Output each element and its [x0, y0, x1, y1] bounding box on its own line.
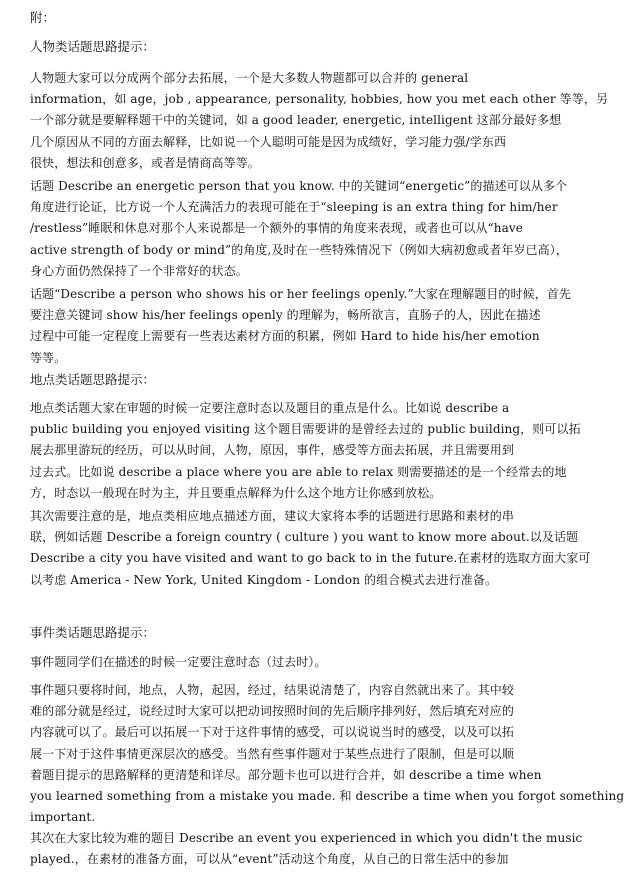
text-line: 难的部分就是经过，说经过时大家可以把动词按照时间的先后顺序排列好，然后填充对应的: [30, 704, 515, 719]
text-line: 等等。: [30, 350, 67, 365]
text-line: 展去那里游玩的经历，可以从时间，人物，原因，事件，感受等方面去拓展，并且需要用到: [30, 443, 515, 458]
section-heading-people: 人物类话题思路提示：: [30, 39, 156, 54]
text-line: Describe a city you have visited and want to go back to in the future.在素材的选取方面大家可: [30, 551, 591, 566]
paragraph-people-2: [30, 176, 568, 282]
paragraph-people-3: [30, 284, 572, 369]
paragraph-places-2: [30, 506, 591, 591]
text-line: 其次在大家比较为难的题目 Describe an event you experienced in which you didn't the music: [30, 831, 583, 845]
text-line: 其次需要注意的是，地点类相应地点描述方面，建议大家将本季的话题进行思路和素材的串: [30, 509, 515, 523]
text-line: 事件题只要将时间，地点，人物，起因，经过，结果说清楚了，内容自然就出来了。其中较: [30, 683, 515, 697]
text-line: 过程中可能一定程度上需要有一些表达素材方面的积累，例如 Hard to hide his/her emotion: [30, 329, 540, 344]
text-line: 方，时态以一般现在时为主，并且要重点解释为什么这个地方让你感到放松。: [30, 485, 442, 500]
text-line: played.，在素材的准备方面，可以从“event”活动这个角度，从自己的日常生活中的参加: [30, 852, 509, 867]
appendix-header: 附：: [30, 10, 56, 25]
text-line: 着题目提示的思路解释的更清楚和详尽。部分题卡也可以进行合并，如 describe a time when: [30, 767, 542, 782]
text-line: information，如 age，job , appearance, personality, hobbies, how you met each other 等等，另: [30, 92, 609, 107]
text-line: 事件题同学们在描述的时候一定要注意时态（过去时）。: [30, 655, 327, 669]
text-line: 联，例如话题 Describe a foreign country ( culture ) you want to know more about.以及话题: [30, 530, 579, 545]
text-line: 人物题大家可以分成两个部分去拓展，一个是大多数人物题都可以合并的 general: [30, 71, 469, 85]
text-line: 角度进行论证，比方说一个人充满活力的表现可能在于“sleeping is an extra thing for him/her: [30, 200, 558, 215]
paragraph-events-2: [30, 680, 624, 828]
text-line: 以考虑 America - New York, United Kingdom - London 的组合模式去进行准备。: [30, 572, 498, 587]
text-line: 很快，想法和创意多，或者是情商高等等。: [30, 155, 260, 170]
text-line: public building you enjoyed visiting 这个题目需要讲的是曾经去过的 public building，则可以拓: [30, 422, 581, 437]
text-line: 过去式。比如说 describe a place where you are able to relax 则需要描述的是一个经常去的地: [30, 464, 567, 479]
text-line: /restless”睡眠和休息对那个人来说都是一个额外的事情的角度来表现，或者也可以从“have: [30, 221, 523, 236]
text-line: 内容就可以了。最后可以拓展一下对于这件事情的感受，可以说说当时的感受，以及可以拓: [30, 725, 515, 740]
text-line: 展一下对于这件事情更深层次的感受。当然有些事件题对于某些点进行了限制，但是可以顺: [30, 746, 515, 761]
paragraph-events-3: [30, 828, 583, 870]
text-line: 身心方面仍然保持了一个非常好的状态。: [30, 263, 248, 278]
text-line: 话题“Describe a person who shows his or her feelings openly.”大家在理解题目的时候，首先: [30, 287, 572, 301]
text-line: 一个部分就是要解释题干中的关键词，如 a good leader, energetic, intelligent 这部分最好多想: [30, 113, 562, 128]
text-line: 要注意关键词 show his/her feelings openly 的理解为，畅所欲言，直肠子的人，因此在描述: [30, 308, 541, 323]
paragraph-events-1: [30, 652, 550, 673]
text-line: 地点类话题大家在审题的时候一定要注意时态以及题目的重点是什么。比如说 describe a: [30, 401, 510, 415]
text-line: you learned something from a mistake you made. 和 describe a time when you forgot something: [30, 789, 624, 804]
text-line: 几个原因从不同的方面去解释，比如说一个人聪明可能是因为成绩好，学习能力强/学东西: [30, 134, 507, 149]
paragraph-places-1: [30, 398, 581, 504]
paragraph-people-1: [30, 68, 609, 174]
section-heading-events: 事件类话题思路提示：: [30, 625, 156, 640]
text-line: active strength of body or mind”的角度,及时在一些特殊情况下（例如大病初愈或者年岁已高），: [30, 242, 568, 257]
text-line: 话题 Describe an energetic person that you know. 中的关键词“energetic”的描述可以从多个: [30, 179, 568, 193]
section-heading-places: 地点类话题思路提示：: [30, 372, 156, 387]
text-line: important.: [30, 810, 96, 825]
